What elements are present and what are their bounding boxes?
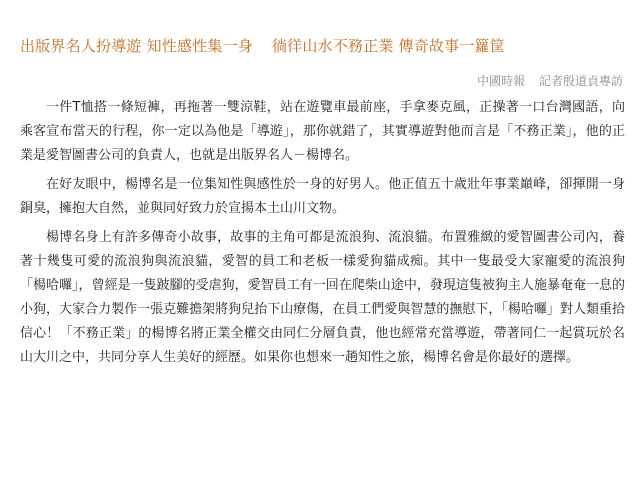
article [20,36,625,365]
headline-part-1: 出版界名人扮導遊 知性感性集一身 [20,37,253,55]
byline [477,73,623,89]
paragraph-3: 楊博名身上有許多傳奇小故事，故事的主角可都是流浪狗、流浪貓。布置雅緻的愛智圖書公司內，養著十幾隻可愛的流浪狗與流浪貓，愛智的員工和老板一樣愛狗貓成痴。其中一隻最受大家寵愛的流浪狗「楊哈囉」，曾經是一隻跛腳的受虐狗，愛智員工有一回在爬柴山途中，發現這隻被狗主人施暴奄奄一息的小狗，大家合力製作一張克難擔架將狗兒抬下山療傷，在員工們愛與智慧的撫慰下，「楊哈囉」對人類重拾信心！「不務正業」的楊博名將正業全權交由同仁分層負責，他也經常充當導遊，帶著同仁一起賞玩於名山大川之中，共同分享人生美好的經歷。如果你也想來一趟知性之旅，楊博名會是你最好的選擇。 [20,230,625,365]
paragraph-2: 在好友眼中，楊博名是一位集知性與感性於一身的好男人。他正值五十歲壯年事業巔峰，卻揮開一身銅臭，擁抱大自然，並與同好致力於宣揚本土山川文物。 [20,177,625,216]
paragraph-1: 一件T恤搭一條短褲，再拖著一雙涼鞋，站在遊覽車最前座，手拿麥克風，正操著一口台灣國語，向乘客宣布當天的行程，你一定以為他是「導遊」，那你就錯了，其實導遊對他而言是「不務正業」，他的正業是愛智圖書公司的負責人，也就是出版界名人－楊博名。 [20,100,625,163]
headline [20,36,625,56]
byline-reporter: 記者殷道貞專訪 [538,74,623,88]
article-body [20,96,625,375]
byline-source: 中國時報 [477,74,526,88]
headline-part-2: 徜徉山水不務正業 傳奇故事一籮筐 [271,37,505,55]
